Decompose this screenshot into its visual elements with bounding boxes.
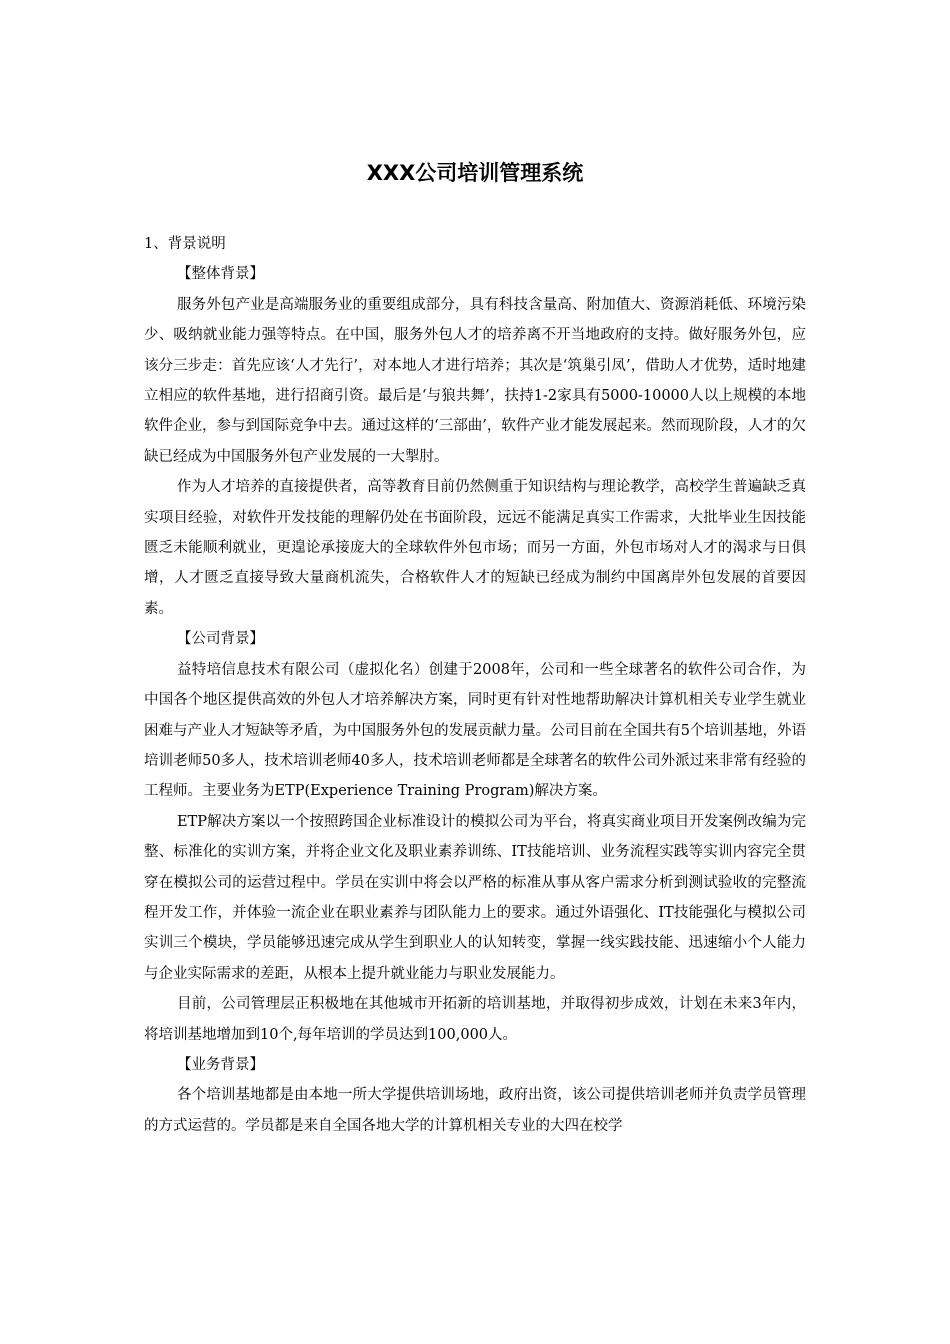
subheading-business-background: 【业务背景】	[177, 1056, 264, 1073]
paragraph: ETP解决方案以一个按照跨国企业标准设计的模拟公司为平台，将真实商业项目开发案例改编为完整、标准化的实训方案，并将企业文化及职业素养训练、IT技能培训、业务流程实践等实训内容完全贯穿在模拟公司的运营过程中。学员在实训中将会以严格的标准从事从客户需求分析到测试验收的完整流程开发工作，并体验一流企业在职业素养与团队能力上的要求。通过外语强化、IT技能强化与模拟公司实训三个模块，学员能够迅速完成从学生到职业人的认知转变，掌握一线实践技能、迅速缩小个人能力与企业实际需求的差距，从根本上提升就业能力与职业发展能力。	[144, 813, 806, 982]
page-title: XXX公司培训管理系统	[366, 161, 584, 185]
subheading-company-background: 【公司背景】	[177, 631, 264, 648]
paragraph: 各个培训基地都是由本地一所大学提供培训场地，政府出资，该公司提供培训老师并负责学员管理的方式运营的。学员都是来自全国各地大学的计算机相关专业的大四在校学	[144, 1087, 806, 1134]
document-body	[144, 229, 806, 1141]
paragraph: 服务外包产业是高端服务业的重要组成部分，具有科技含量高、附加值大、资源消耗低、环境污染少、吸纳就业能力强等特点。在中国，服务外包人才的培养离不开当地政府的支持。做好服务外包，应该分三步走：首先应该‘人才先行’，对本地人才进行培养；其次是‘筑巢引凤’，借助人才优势，适时地建立相应的软件基地，进行招商引资。最后是‘与狼共舞’，扶持1-2家具有5000-10000人以上规模的本地软件企业，参与到国际竞争中去。通过这样的‘三部曲’，软件产业才能发展起来。然而现阶段，人才的欠缺已经成为中国服务外包产业发展的一大掣肘。	[144, 296, 806, 465]
paragraph: 益特培信息技术有限公司（虚拟化名）创建于2008年，公司和一些全球著名的软件公司合作，为中国各个地区提供高效的外包人才培养解决方案，同时更有针对性地帮助解决计算机相关专业学生就业困难与产业人才短缺等矛盾，为中国服务外包的发展贡献力量。公司目前在全国共有5个培训基地，外语培训老师50多人，技术培训老师40多人，技术培训老师都是全球著名的软件公司外派过来非常有经验的工程师。主要业务为ETP(Experience Training Program)解决方案。	[144, 661, 806, 800]
subheading-overall-background: 【整体背景】	[177, 266, 264, 283]
paragraph: 目前，公司管理层正积极地在其他城市开拓新的培训基地，并取得初步成效，计划在未来3年内，将培训基地增加到10个,每年培训的学员达到100,000人。	[144, 996, 806, 1043]
section-heading: 1、背景说明	[144, 236, 226, 252]
paragraph: 作为人才培养的直接提供者，高等教育目前仍然侧重于知识结构与理论教学，高校学生普遍缺乏真实项目经验，对软件开发技能的理解仍处在书面阶段，远远不能满足真实工作需求，大批毕业生因技能匮乏未能顺利就业，更遑论承接庞大的全球软件外包市场；而另一方面，外包市场对人才的渴求与日俱增，人才匮乏直接导致大量商机流失，合格软件人才的短缺已经成为制约中国离岸外包发展的首要因素。	[144, 479, 806, 617]
